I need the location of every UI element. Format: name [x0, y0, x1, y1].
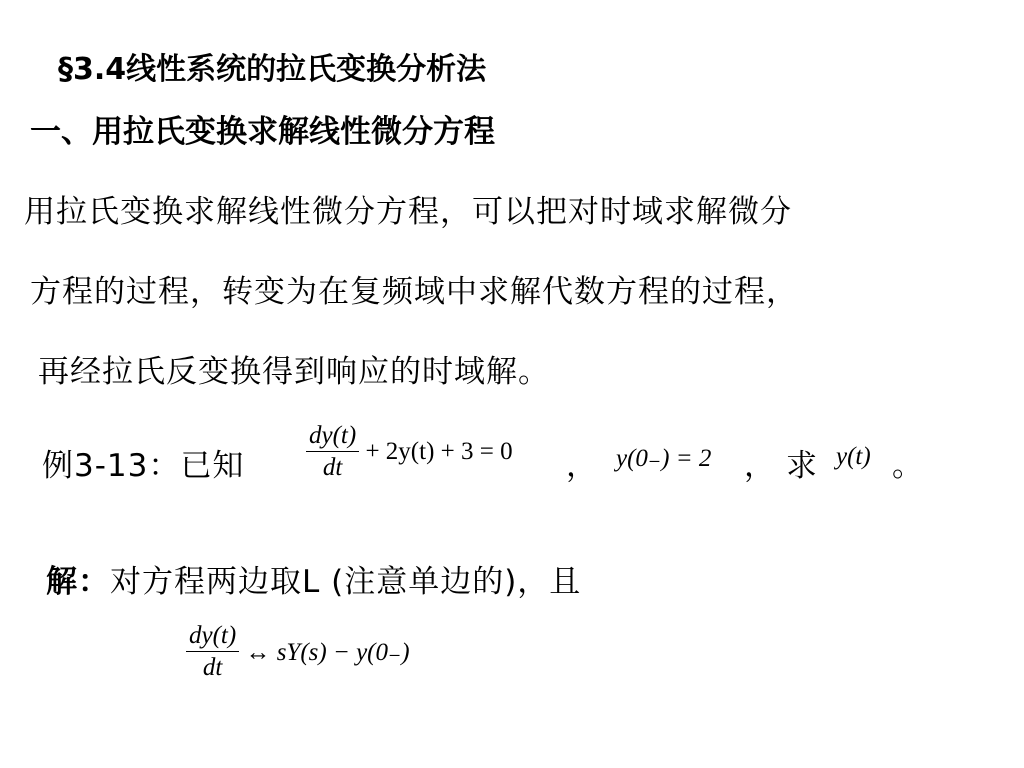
- section-title: §3.4线性系统的拉氏变换分析法: [58, 52, 487, 87]
- transform-denominator: dt: [202, 654, 223, 681]
- derivative-denominator: dt: [322, 454, 343, 481]
- transform-numerator: dy(t): [189, 622, 237, 649]
- solution-text: 对方程两边取L (注意单边的)，且: [110, 564, 582, 600]
- derivative-fraction: [306, 422, 359, 482]
- derivative-numerator: dy(t): [309, 422, 357, 449]
- example-equation: [306, 422, 513, 482]
- ask-word: 求: [786, 448, 818, 484]
- example-end: 。: [892, 448, 924, 484]
- paragraph-line-1: 用拉氏变换求解线性微分方程，可以把对时域求解微分: [24, 194, 792, 230]
- solution-label: 解：: [46, 564, 110, 600]
- solution-line: [46, 556, 581, 601]
- transform-rhs: ↔ sY(s) − y(0₋): [245, 639, 410, 666]
- example-label: 例3-13：已知: [42, 448, 245, 484]
- example-separator-1: ，: [566, 448, 598, 484]
- example-separator-2: ，: [744, 448, 776, 484]
- transform-pair: [186, 622, 410, 682]
- equation-rest: + 2y(t) + 3 = 0: [365, 438, 513, 465]
- target-function: y(t): [836, 443, 871, 470]
- subsection-heading: 一、用拉氏变换求解线性微分方程: [30, 114, 495, 150]
- transform-fraction: [186, 622, 239, 682]
- paragraph-line-3: 再经拉氏反变换得到响应的时域解。: [38, 354, 550, 390]
- initial-condition: y(0₋) = 2: [616, 445, 712, 472]
- paragraph-line-2: 方程的过程，转变为在复频域中求解代数方程的过程，: [30, 274, 798, 310]
